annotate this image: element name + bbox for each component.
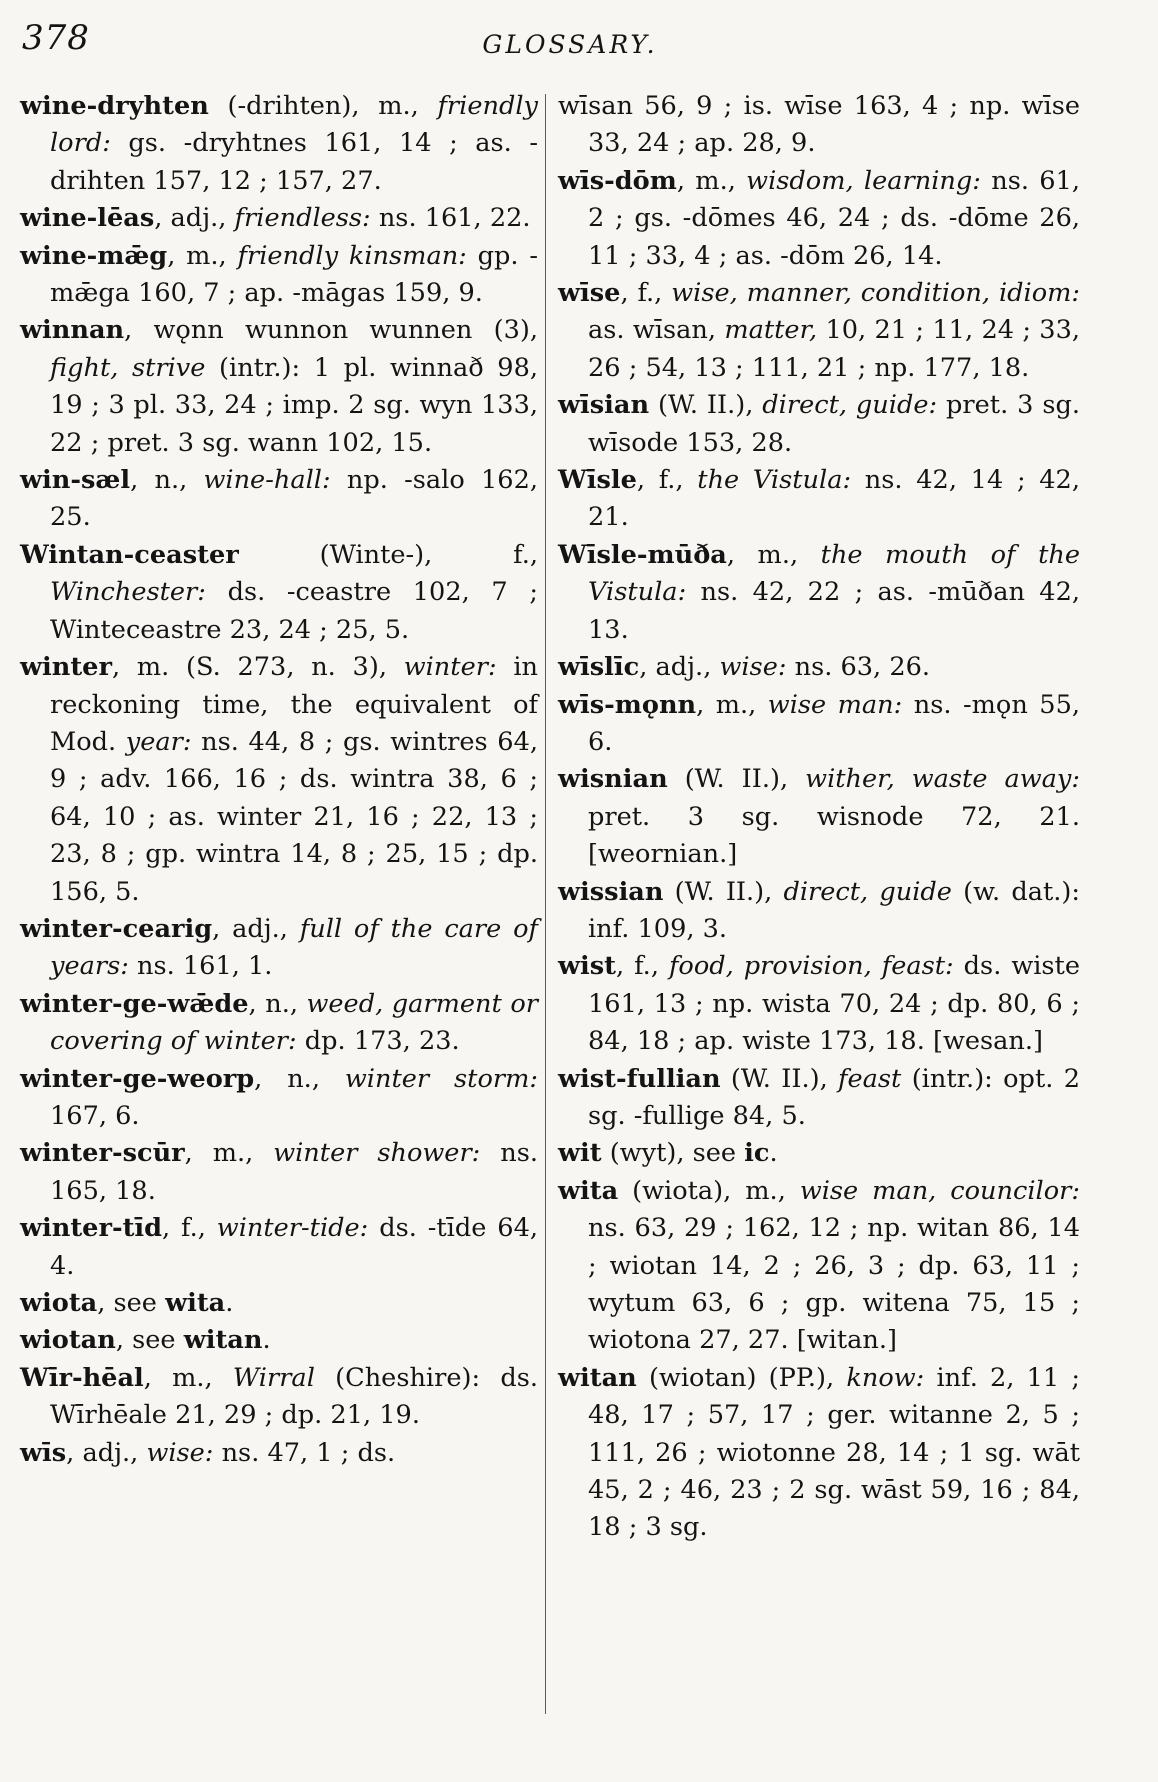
page-header bbox=[22, 12, 1118, 62]
entry-text: , m., bbox=[184, 1138, 274, 1169]
entry-gloss: friendly kinsman: bbox=[237, 240, 467, 271]
entry-headword: witan bbox=[558, 1362, 637, 1393]
entry-text: (Winte-), f., bbox=[238, 539, 538, 570]
entry-headword: Wīsle bbox=[558, 465, 637, 496]
entry-cross-reference: wita bbox=[165, 1288, 226, 1318]
left-column bbox=[20, 88, 538, 1472]
column-divider bbox=[545, 94, 546, 1714]
entry-text: ns. 61, 2 ; gs. -dōmes 46, 24 ; ds. -dōme 26, 11 ; 33, 4 ; as. -dōm 26, 14. bbox=[588, 165, 1081, 271]
entry-gloss: the Vistula: bbox=[697, 465, 852, 496]
right-column bbox=[558, 88, 1080, 1547]
glossary-entry bbox=[20, 88, 538, 200]
entry-text: (w. dat.): inf. 109, 3. bbox=[588, 876, 1080, 944]
entry-text: , m., bbox=[726, 539, 821, 570]
entry-text: . bbox=[225, 1288, 234, 1318]
entry-text: , wǫnn wunnon wunnen (3), bbox=[124, 315, 538, 346]
entry-gloss: Winchester: bbox=[50, 577, 206, 608]
entry-gloss: wise man: bbox=[767, 689, 903, 720]
entry-text: (wiotan) (PP.), bbox=[636, 1362, 847, 1393]
entry-text: (wiota), m., bbox=[618, 1175, 800, 1206]
entry-gloss: winter storm: bbox=[344, 1063, 538, 1094]
entry-text: in reckoning time, the equivalent of Mod. bbox=[50, 652, 538, 757]
entry-text: 167, 6. bbox=[50, 1100, 140, 1131]
entry-headword: Wīr-hēal bbox=[20, 1362, 144, 1393]
entry-text: , m., bbox=[676, 165, 747, 196]
entry-text: (-drihten), m., bbox=[208, 91, 438, 121]
entry-headword: winter-ge-weorp bbox=[20, 1063, 255, 1094]
glossary-entry bbox=[20, 1135, 538, 1210]
glossary-entry bbox=[20, 537, 538, 649]
entry-text: ns. 42, 22 ; as. -mūðan 42, 13. bbox=[588, 577, 1080, 645]
glossary-entry bbox=[20, 312, 538, 462]
entry-headword: wine-dryhten bbox=[20, 91, 209, 121]
entry-headword: wīs-dōm bbox=[558, 165, 677, 196]
entry-gloss: wisdom, learning: bbox=[746, 165, 981, 196]
entry-gloss: winter shower: bbox=[273, 1138, 481, 1169]
glossary-entry bbox=[20, 986, 538, 1061]
entry-headword: winnan bbox=[20, 315, 125, 346]
entry-text: inf. 2, 11 ; 48, 17 ; 57, 17 ; ger. witanne 2, 5 ; 111, 26 ; wiotonne 28, 14 ; 1 sg. wāt 45, 2 ; 46, 23 ; 2 sg. wāst 59, 16 ; 84, 18 ; 3 sg. bbox=[588, 1362, 1080, 1543]
glossary-entry bbox=[558, 88, 1080, 163]
entry-headword: wiotan bbox=[20, 1325, 116, 1356]
entry-gloss: friendless: bbox=[234, 203, 371, 234]
entry-text: , adj., bbox=[212, 913, 300, 944]
entry-text: (W. II.), bbox=[649, 390, 763, 421]
entry-text: . bbox=[769, 1138, 778, 1169]
entry-headword: wit bbox=[558, 1138, 602, 1169]
entry-gloss: Wirral bbox=[232, 1362, 315, 1393]
glossary-entry bbox=[558, 537, 1080, 649]
entry-text: , adj., bbox=[66, 1437, 147, 1468]
glossary-entry bbox=[558, 761, 1080, 873]
entry-headword: wist bbox=[558, 951, 616, 982]
entry-gloss: year: bbox=[125, 726, 192, 757]
glossary-entry bbox=[20, 1360, 538, 1435]
entry-text: wīsan 56, 9 ; is. wīse 163, 4 ; np. wīse 33, 24 ; ap. 28, 9. bbox=[558, 91, 1080, 159]
entry-headword: wist-fullian bbox=[558, 1063, 721, 1094]
entry-cross-reference: witan bbox=[183, 1325, 263, 1356]
entry-text: , adj., bbox=[639, 652, 720, 683]
entry-text: (W. II.), bbox=[720, 1063, 839, 1094]
glossary-entry bbox=[20, 911, 538, 986]
entry-gloss: wise: bbox=[146, 1437, 214, 1468]
entry-text: pret. 3 sg. wīsode 153, 28. bbox=[588, 390, 1081, 458]
glossary-entry bbox=[558, 387, 1080, 462]
entry-gloss: food, provision, feast: bbox=[668, 951, 954, 982]
glossary-entry bbox=[558, 948, 1080, 1060]
entry-text: , m., bbox=[167, 240, 238, 271]
glossary-entry bbox=[558, 462, 1080, 537]
entry-headword: wine-mǣg bbox=[20, 240, 168, 271]
entry-text: as. wīsan, bbox=[588, 315, 725, 346]
entry-gloss: wise man, councilor: bbox=[799, 1175, 1080, 1206]
glossary-entry bbox=[20, 1435, 538, 1472]
glossary-entry bbox=[20, 462, 538, 537]
entry-gloss: direct, guide bbox=[783, 876, 952, 907]
entry-text: , f., bbox=[162, 1213, 217, 1244]
entry-text: , n., bbox=[248, 988, 307, 1019]
entry-text: ns. 63, 26. bbox=[786, 652, 931, 683]
entry-gloss: wise, manner, condition, idiom: bbox=[671, 278, 1080, 309]
glossary-entry bbox=[558, 1173, 1080, 1360]
glossary-entry bbox=[20, 1210, 538, 1285]
entry-text: , f., bbox=[636, 465, 698, 496]
entry-gloss: wither, waste away: bbox=[805, 764, 1080, 795]
entry-text: ns. 161, 22. bbox=[370, 203, 531, 234]
entry-text: , see bbox=[97, 1288, 166, 1318]
entry-text: ds. -ceastre 102, 7 ; Winteceastre 23, 24 ; 25, 5. bbox=[50, 577, 538, 645]
entry-text: , m., bbox=[696, 689, 768, 720]
entry-text: , f., bbox=[616, 951, 669, 982]
entry-text: (W. II.), bbox=[663, 876, 784, 907]
entry-gloss: the mouth of the Vistula: bbox=[588, 539, 1080, 608]
entry-text: , m., bbox=[143, 1362, 233, 1393]
entry-gloss: direct, guide: bbox=[762, 390, 938, 421]
entry-headword: winter-ge-wǣde bbox=[20, 988, 249, 1019]
glossary-entry bbox=[558, 874, 1080, 949]
glossary-entry bbox=[20, 1061, 538, 1136]
glossary-entry bbox=[20, 649, 538, 911]
glossary-entry bbox=[20, 200, 538, 237]
glossary-entry bbox=[20, 1322, 538, 1359]
entry-cross-reference: ic bbox=[744, 1138, 770, 1169]
glossary-columns bbox=[0, 88, 1158, 1778]
entry-gloss: full of the care of years: bbox=[50, 913, 538, 982]
entry-headword: wīs bbox=[20, 1437, 67, 1468]
entry-text: ns. 63, 29 ; 162, 12 ; np. witan 86, 14 ; wiotan 14, 2 ; 26, 3 ; dp. 63, 11 ; wytum 63, 6 ; gp. witena 75, 15 ; wiotona 27, 27. [witan.] bbox=[588, 1213, 1080, 1356]
entry-text: (intr.): 1 pl. winnað 98, 19 ; 3 pl. 33, 24 ; imp. 2 sg. wyn 133, 22 ; pret. 3 sg. wann 102, 15. bbox=[50, 352, 538, 458]
entry-text: pret. 3 sg. wisnode 72, 21. [weornian.] bbox=[588, 801, 1080, 870]
entry-text: , m. (S. 273, n. 3), bbox=[111, 652, 404, 683]
entry-text: ns. 165, 18. bbox=[50, 1138, 538, 1206]
entry-text: np. -salo 162, 25. bbox=[50, 465, 538, 533]
entry-gloss: know: bbox=[846, 1362, 925, 1393]
entry-text: (W. II.), bbox=[667, 764, 806, 795]
entry-headword: Wīsle-mūða bbox=[558, 539, 727, 570]
page-number: 378 bbox=[22, 18, 90, 58]
entry-headword: wisnian bbox=[558, 764, 668, 795]
entry-headword: wine-lēas bbox=[20, 203, 155, 234]
entry-text: , adj., bbox=[154, 203, 235, 234]
entry-headword: wiota bbox=[20, 1288, 98, 1318]
entry-headword: wīslīc bbox=[558, 652, 640, 683]
glossary-entry bbox=[558, 163, 1080, 275]
entry-text: , see bbox=[115, 1325, 184, 1356]
entry-headword: wīs-mǫnn bbox=[558, 689, 697, 720]
entry-text: ns. 161, 1. bbox=[128, 951, 273, 982]
entry-gloss: feast bbox=[838, 1063, 902, 1094]
entry-headword: win-sæl bbox=[20, 465, 131, 496]
glossary-entry bbox=[20, 1285, 538, 1322]
glossary-entry bbox=[558, 1360, 1080, 1547]
entry-gloss: friendly lord: bbox=[50, 91, 538, 159]
entry-headword: winter-cearig bbox=[20, 913, 213, 944]
entry-text: ns. -mǫn 55, 6. bbox=[588, 689, 1080, 757]
entry-text: ns. 47, 1 ; ds. bbox=[213, 1437, 396, 1468]
entry-text: ds. wiste 161, 13 ; np. wista 70, 24 ; dp. 80, 6 ; 84, 18 ; ap. wiste 173, 18. [wesan.] bbox=[588, 951, 1080, 1057]
running-head: GLOSSARY. bbox=[482, 30, 658, 59]
entry-text: ns. 42, 14 ; 42, 21. bbox=[588, 465, 1080, 533]
entry-headword: Wintan-ceaster bbox=[20, 539, 239, 570]
entry-gloss: winter: bbox=[403, 652, 497, 683]
entry-text: (intr.): opt. 2 sg. -fullige 84, 5. bbox=[588, 1063, 1080, 1131]
entry-gloss: wine-hall: bbox=[203, 465, 331, 496]
glossary-entry bbox=[558, 687, 1080, 762]
entry-text: , n., bbox=[130, 465, 204, 496]
entry-text: ns. 44, 8 ; gs. wintres 64, 9 ; adv. 166, 16 ; ds. wintra 38, 6 ; 64, 10 ; as. winter 21, 16 ; 22, 13 ; 23, 8 ; gp. wintra 14, 8 ; 25, 15 ; dp. 156, 5. bbox=[50, 726, 538, 907]
glossary-entry bbox=[20, 238, 538, 313]
entry-text: ds. -tīde 64, 4. bbox=[50, 1213, 538, 1281]
entry-gloss: matter, bbox=[724, 315, 818, 346]
entry-text: , n., bbox=[254, 1063, 345, 1094]
entry-headword: winter-scūr bbox=[20, 1138, 185, 1169]
entry-headword: winter bbox=[20, 652, 112, 683]
entry-headword: wita bbox=[558, 1175, 619, 1206]
entry-headword: winter-tīd bbox=[20, 1213, 163, 1244]
entry-gloss: wise: bbox=[719, 652, 787, 683]
entry-headword: wissian bbox=[558, 876, 664, 907]
glossary-entry bbox=[558, 1061, 1080, 1136]
entry-text: (wyt), see bbox=[601, 1138, 745, 1169]
entry-text: 10, 21 ; 11, 24 ; 33, 26 ; 54, 13 ; 111, 21 ; np. 177, 18. bbox=[588, 315, 1081, 383]
entry-gloss: fight, strive bbox=[50, 352, 206, 383]
entry-text: , f., bbox=[620, 278, 672, 309]
entry-headword: wīse bbox=[558, 278, 621, 309]
entry-gloss: winter-tide: bbox=[216, 1213, 369, 1244]
glossary-entry bbox=[558, 649, 1080, 686]
entry-text: (Cheshire): ds. Wīrhēale 21, 29 ; dp. 21, 19. bbox=[50, 1362, 538, 1431]
glossary-entry bbox=[558, 275, 1080, 387]
entry-text: . bbox=[262, 1325, 271, 1356]
entry-headword: wīsian bbox=[558, 390, 650, 421]
entry-text: gp. -mǣga 160, 7 ; ap. -māgas 159, 9. bbox=[50, 240, 538, 309]
entry-text: dp. 173, 23. bbox=[296, 1026, 460, 1057]
entry-gloss: weed, garment or covering of winter: bbox=[50, 988, 538, 1057]
entry-text: gs. -dryhtnes 161, 14 ; as. -drihten 157, 12 ; 157, 27. bbox=[50, 128, 538, 196]
glossary-entry bbox=[558, 1135, 1080, 1172]
